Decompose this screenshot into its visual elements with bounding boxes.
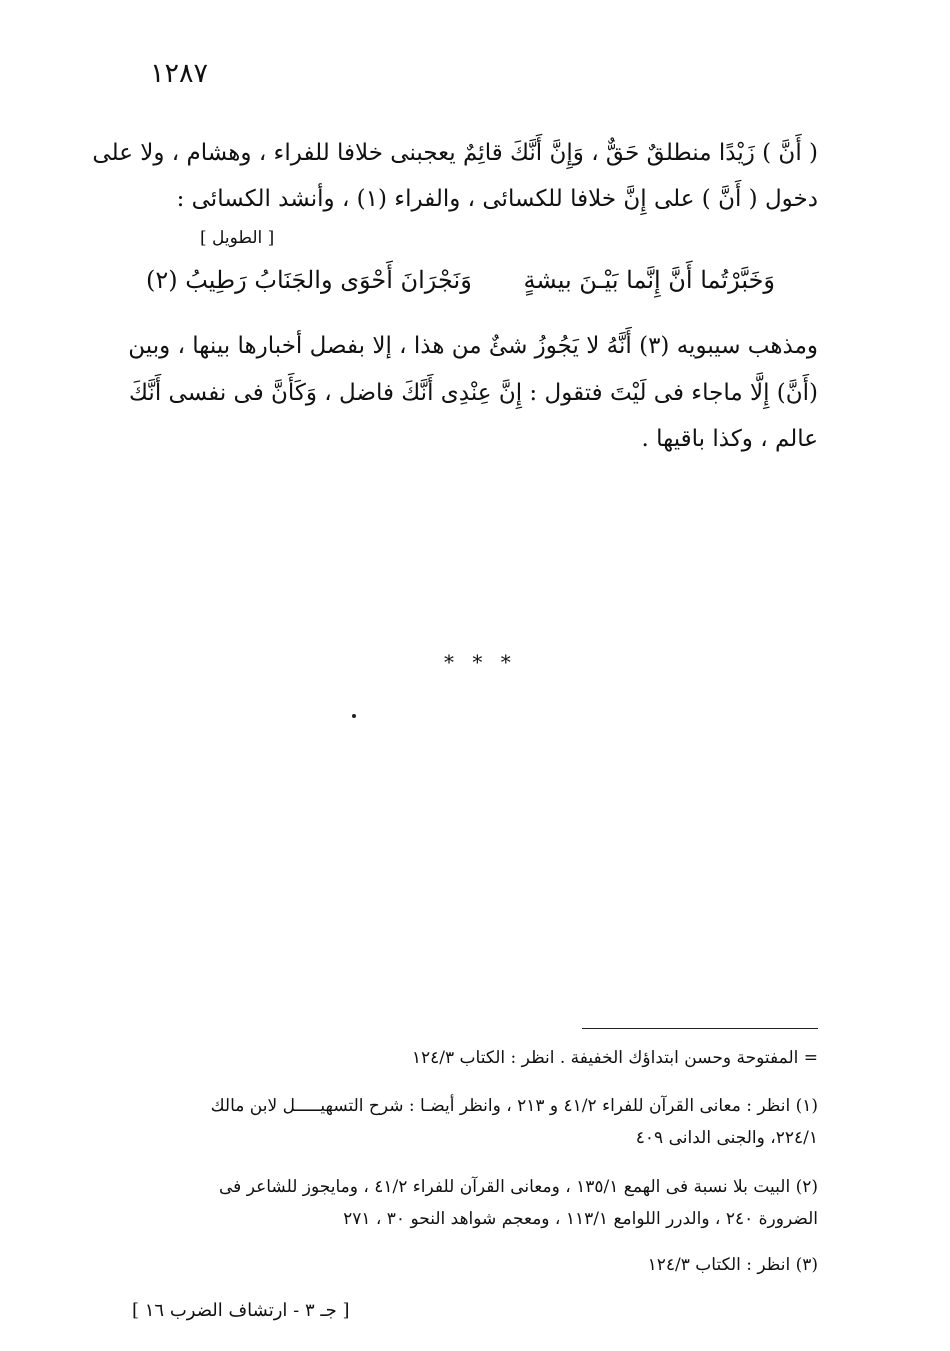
body-line-5: عالم ، وكذا باقيها .: [641, 426, 818, 452]
footnote-2-line-1: (٢) البيت بلا نسبة فى الهمع ١٣٥/١ ، ومعانى القرآن للفراء ٤١/٢ ، ومايجوز للشاعر فى: [219, 1177, 818, 1197]
footnote-rule: [582, 1028, 818, 1029]
footnote-continuation: = المفتوحة وحسن ابتداؤك الخفيفة . انظر : الكتاب ١٢٤/٣: [411, 1048, 818, 1068]
body-line-1: ( أَنَّ ) زَيْدًا منطلقٌ حَقٌّ ، وَإِنَّ أَنَّكَ قائِمٌ يعجبنى خلافا للفراء ، وهشام ، ولا على: [92, 140, 818, 166]
print-speck: [352, 714, 356, 718]
footnote-2-line-2: الضرورة ٢٤٠ ، والدرر اللوامع ١١٣/١ ، ومعجم شواهد النحو ٣٠ ، ٢٧١: [343, 1209, 818, 1229]
body-line-4: (أَنَّ) إِلَّا ماجاء فى لَيْتَ فتقول : إِنَّ عِنْدِى أَنَّكَ فاضل ، وَكَأَنَّ فى نفسى أَنَّكَ: [129, 380, 818, 406]
meter-label: [ الطويل ]: [200, 228, 275, 248]
verse-hemistich-2: وَنَجْرَانَ أَحْوَى والجَنَابُ رَطِيبُ (٢): [145, 266, 472, 294]
section-separator: * * *: [444, 650, 517, 674]
footnote-1-line-1: (١) انظر : معانى القرآن للفراء ٤١/٢ و ٢١٣ ، وانظر أيضـا : شرح التسهيـــــل لابن مالك: [210, 1096, 818, 1116]
poetry-verse: [146, 266, 775, 294]
footnote-1-line-2: ٢٢٤/١، والجنى الدانى ٤٠٩: [635, 1128, 818, 1148]
footnote-3: (٣) انظر : الكتاب ١٢٤/٣: [647, 1255, 818, 1275]
signature-footer: [ جـ ٣ - ارتشاف الضرب ١٦ ]: [132, 1300, 350, 1321]
body-line-3: ومذهب سيبويه (٣) أَنَّهُ لا يَجُوزُ شئٌ من هذا ، إلا بفصل أخبارها بينها ، وبين: [128, 333, 818, 359]
page-number: ١٢٨٧: [150, 58, 209, 89]
body-line-2: دخول ( أَنَّ ) على إِنَّ خلافا للكسائى ، والفراء (١) ، وأنشد الكسائى :: [176, 186, 818, 212]
verse-hemistich-1: وَخَبَّرْتُما أَنَّ إِنَّما بَيْـنَ بيشةٍ: [523, 266, 775, 294]
